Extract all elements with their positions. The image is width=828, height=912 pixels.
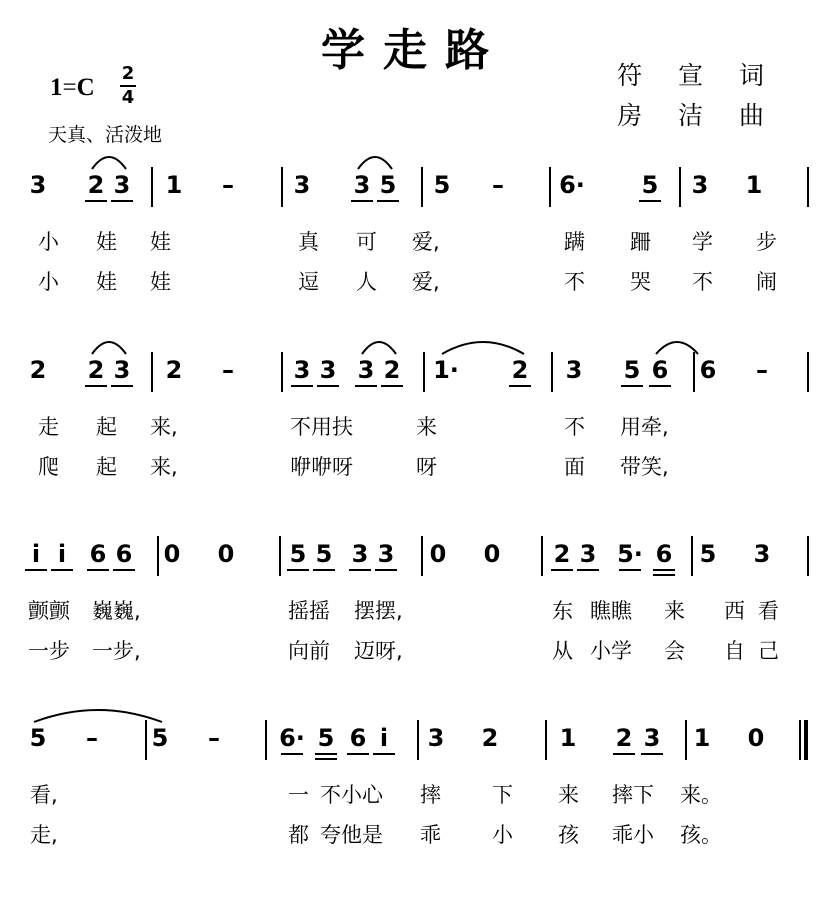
lyric-syllable: 摆摆, [354,599,403,623]
note: 1 [745,171,763,199]
lyric-syllable: 一步 [28,639,70,663]
tie-slur [442,342,524,354]
note: 3 [643,724,661,752]
note: 3 [113,356,131,384]
lyric-syllable: 看 [758,599,779,623]
lyric-syllable: 不 [692,270,713,294]
lyric-syllable: 小 [38,230,59,254]
note: 1 [165,171,183,199]
lyric-syllable: 西 [724,599,745,623]
lyric-syllable: 小学 [590,639,632,663]
lyric-syllable: 孩 [558,823,579,847]
lyric-syllable: 自 [724,639,745,663]
note: 1 [559,724,577,752]
lyric-syllable: 来 [558,783,579,807]
note: 3 [427,724,445,752]
note: 0 [429,540,447,568]
note: 5 [289,540,307,568]
note: 2 [511,356,529,384]
lyric-syllable: 来, [150,455,178,479]
lyric-syllable: 小 [38,270,59,294]
note: 3 [377,540,395,568]
lyric-syllable: 蹒 [564,230,585,254]
lyric-syllable: 孩。 [680,823,722,847]
lyric-syllable: 闹 [756,270,777,294]
lyric-syllable: 步 [756,230,777,254]
lyric-syllable: 来 [664,599,685,623]
lyric-syllable: 一步, [92,639,141,663]
note: 5 [641,171,659,199]
lyric-syllable: 娃 [96,270,117,294]
note: 6 [699,356,717,384]
note: 0 [163,540,181,568]
tie-slur [92,157,126,169]
lyric-syllable: 娃 [96,230,117,254]
time-signature-top: 2 [121,63,135,84]
lyric-syllable: 人 [356,270,377,294]
lyric-syllable: 爱, [412,230,440,254]
note: 3 [357,356,375,384]
note: 0 [483,540,501,568]
lyric-syllable: 不 [564,270,585,294]
lyric-syllable: 乖 [420,823,441,847]
note: 5 [623,356,641,384]
note: 5 [29,724,47,752]
tie-slur [656,342,698,354]
note: 6 [655,540,673,568]
lyric-syllable: 走, [30,823,58,847]
dash-mark: – [86,724,98,752]
note: 3 [319,356,337,384]
note: 6 [89,540,107,568]
note: i̇ [57,540,67,568]
dash-mark: – [222,356,234,384]
lyric-syllable: 学 [692,230,713,254]
note: 6 [115,540,133,568]
note: 5 [315,540,333,568]
lyric-syllable: 一 [288,783,309,807]
note: 3 [113,171,131,199]
lyric-syllable: 摇摇 [288,599,330,623]
lyric-syllable: 带笑, [620,455,669,479]
lyric-syllable: 爱, [412,270,440,294]
lyric-syllable: 跚 [630,230,651,254]
note: 2 [87,356,105,384]
lyric-syllable: 己 [758,639,779,663]
lyric-syllable: 东 [552,599,573,623]
lyric-syllable: 起 [96,455,117,479]
lyric-syllable: 小 [492,823,513,847]
song-title: 学走路 [321,25,507,76]
note: 3 [753,540,771,568]
note: 6· [279,724,305,752]
lyric-syllable: 娃 [150,230,171,254]
tie-slur [362,342,396,354]
note: 3 [351,540,369,568]
note: 2 [481,724,499,752]
lyric-syllable: 瞧瞧 [590,599,632,623]
note: 3 [293,171,311,199]
note: 6 [349,724,367,752]
lyric-syllable: 走 [38,415,59,439]
lyric-syllable: 迈呀, [354,639,403,663]
lyric-syllable: 来, [150,415,178,439]
note: 3 [691,171,709,199]
note: 0 [217,540,235,568]
note: 2 [615,724,633,752]
lyric-syllable: 会 [664,639,685,663]
key-degree: 1 [50,74,63,101]
lyric-syllable: 哭 [630,270,651,294]
note: i̇ [379,724,389,752]
note: 5 [699,540,717,568]
lyric-syllable: 不 [564,415,585,439]
lyric-syllable: 都 [288,823,309,847]
note: 3 [579,540,597,568]
note: 1· [433,356,459,384]
lyric-syllable: 看, [30,783,58,807]
lyric-syllable: 夸他是 [320,823,383,847]
note: 5· [617,540,643,568]
key-tonic: C [76,74,95,101]
lyric-syllable: 摔 [420,783,441,807]
note: 0 [747,724,765,752]
tempo-marking: 天真、活泼地 [48,124,163,146]
note: 5 [433,171,451,199]
lyric-syllable: 用牵, [620,415,669,439]
lyric-syllable: 巍巍, [92,599,141,623]
note: 6 [651,356,669,384]
note: 3 [565,356,583,384]
lyric-syllable: 下 [492,783,513,807]
lyric-syllable: 乖小 [612,823,654,847]
note: 3 [293,356,311,384]
note: 1 [693,724,711,752]
key-equals: = [62,74,77,101]
tie-slur [34,710,162,722]
dash-mark: – [222,171,234,199]
lyric-syllable: 咿咿呀 [290,455,353,479]
note: 2 [29,356,47,384]
lyric-syllable: 真 [298,230,319,254]
lyric-syllable: 颤颤 [28,599,70,623]
lyric-syllable: 可 [356,230,377,254]
lyric-syllable: 摔下 [612,783,654,807]
composer-credit: 房 洁 曲 [617,101,778,130]
lyric-syllable: 娃 [150,270,171,294]
lyric-syllable: 从 [552,639,573,663]
tie-slur [92,342,126,354]
note: 3 [353,171,371,199]
time-signature-bottom: 4 [121,87,135,108]
note: 5 [151,724,169,752]
dash-mark: – [492,171,504,199]
lyricist-credit: 符 宣 词 [617,61,778,90]
lyric-syllable: 来 [416,415,437,439]
lyric-syllable: 逗 [298,270,319,294]
lyric-syllable: 面 [564,455,585,479]
note: 5 [317,724,335,752]
dash-mark: – [756,356,768,384]
note: 2 [87,171,105,199]
note: i̇ [31,540,41,568]
lyric-syllable: 起 [96,415,117,439]
lyric-syllable: 呀 [416,455,437,479]
lyric-syllable: 不小心 [320,783,383,807]
note: 3 [29,171,47,199]
note: 2 [383,356,401,384]
note: 5 [379,171,397,199]
note: 2 [165,356,183,384]
lyric-syllable: 爬 [38,455,59,479]
lyric-syllable: 不用扶 [290,415,353,439]
lyric-syllable: 来。 [680,783,722,807]
note: 2 [553,540,571,568]
note: 6· [559,171,585,199]
tie-slur [358,157,392,169]
lyric-syllable: 向前 [288,639,330,663]
dash-mark: – [208,724,220,752]
